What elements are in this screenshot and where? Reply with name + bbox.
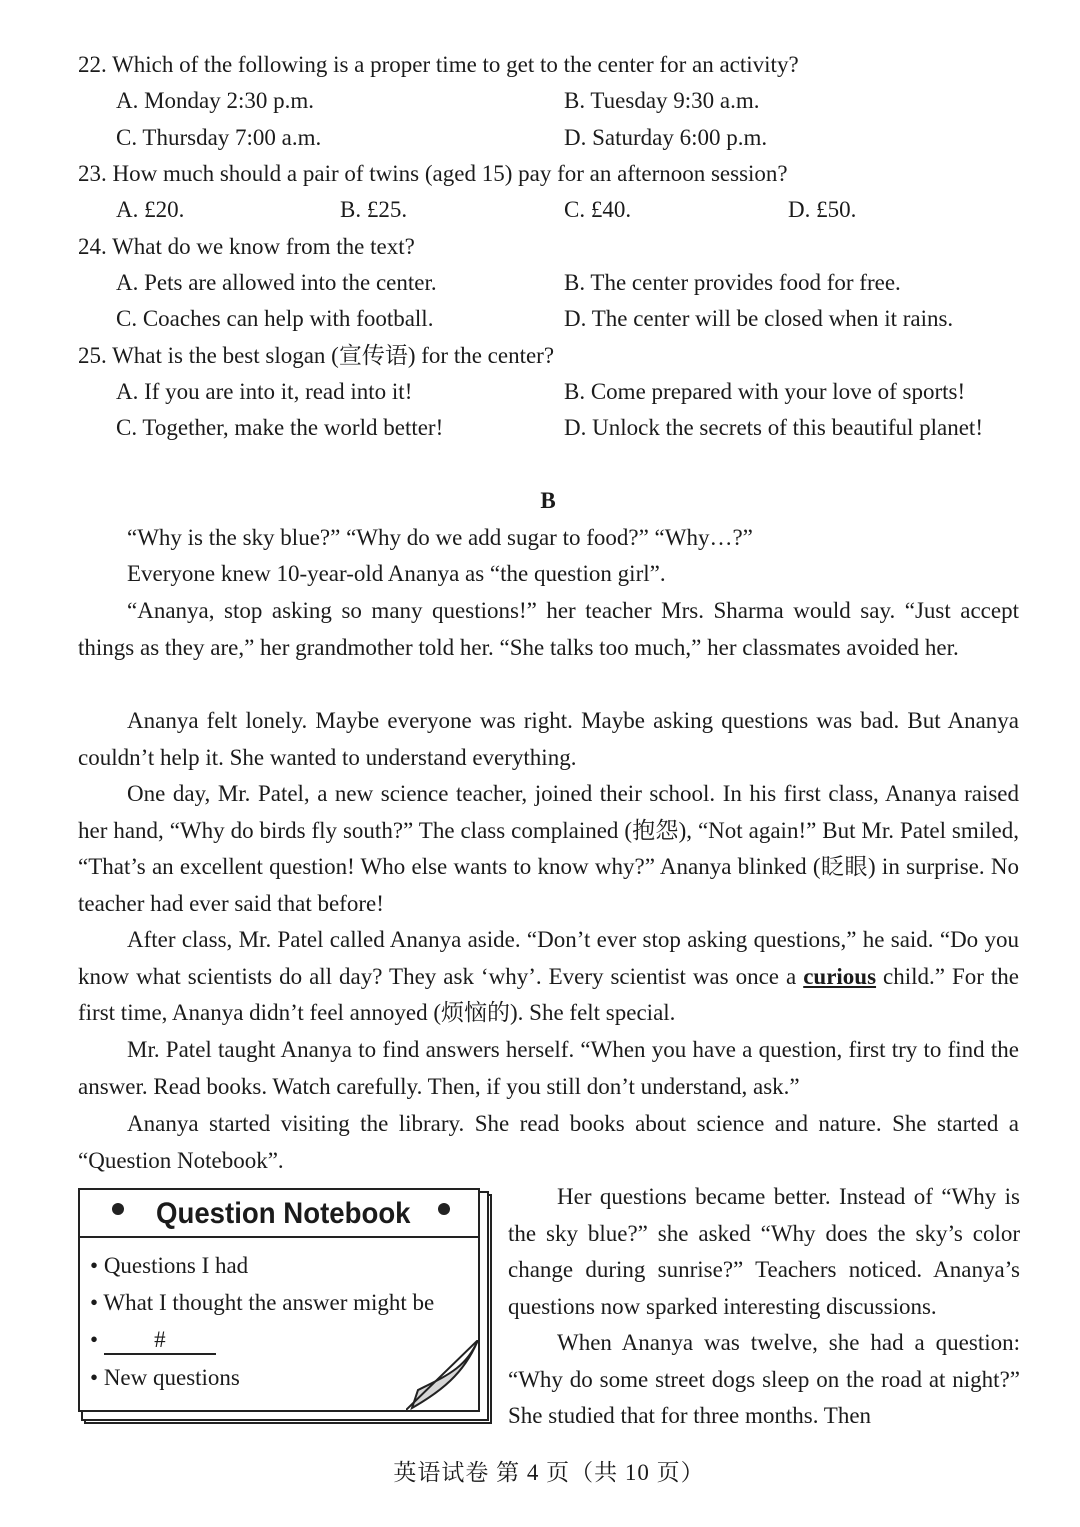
paragraph-6-text-after: child.” For the first time, Ananya didn’t feel annoyed (烦恼的). She felt special. bbox=[78, 963, 1019, 1025]
page-curl-icon bbox=[406, 1340, 478, 1410]
question-25-stem: 25. What is the best slogan (宣传语) for the center? bbox=[78, 343, 555, 368]
question-24-stem: 24. What do we know from the text? bbox=[78, 234, 415, 259]
passage-paragraph-6 bbox=[78, 922, 1019, 1032]
blank-line: # bbox=[104, 1327, 216, 1355]
question-23-stem: 23. How much should a pair of twins (aged 15) pay for an afternoon session? bbox=[78, 161, 788, 186]
passage-paragraph-7: Mr. Patel taught Ananya to find answers herself. “When you have a question, first try to find the answer. Read books. Watch carefully. Then, if you still don’t understand, ask.” bbox=[78, 1037, 1019, 1099]
bullet-dot-icon bbox=[112, 1203, 124, 1215]
notebook-item: • New questions bbox=[90, 1365, 240, 1390]
paragraph-6-text-before: After class, Mr. Patel called Ananya aside. “Don’t ever stop asking questions,” he said. “Do you know what scientists do all day? They ask ‘why’. Every scientist was once a bbox=[78, 927, 1019, 989]
notebook-title: Question Notebook bbox=[156, 1197, 411, 1230]
question-notebook-graphic bbox=[78, 1188, 490, 1420]
question-22-stem: 22. Which of the following is a proper time to get to the center for an activity? bbox=[78, 52, 799, 77]
question-23-option-a: A. £20. bbox=[116, 197, 185, 222]
question-22-option-c: C. Thursday 7:00 a.m. bbox=[116, 125, 322, 150]
passage-paragraph-9: Her questions became better. Instead of “Why is the sky blue?” she asked “Why does the sky’s color change during sunrise?” Teachers noticed. Ananya’s questions now sparked interesting discussions. bbox=[508, 1184, 1020, 1319]
passage-paragraph-10: When Ananya was twelve, she had a question: “Why do some street dogs sleep on the road at night?” She studied that for three months. Then bbox=[508, 1330, 1020, 1428]
notebook-item: • Questions I had bbox=[90, 1253, 249, 1278]
section-b-title: B bbox=[540, 488, 556, 513]
question-25-option-a: A. If you are into it, read into it! bbox=[116, 379, 413, 404]
question-25-option-b: B. Come prepared with your love of sports! bbox=[564, 379, 966, 404]
question-23-option-d: D. £50. bbox=[788, 197, 857, 222]
page-footer: 英语试卷 第 4 页（共 10 页） bbox=[393, 1460, 705, 1485]
passage-paragraph-2: Everyone knew 10-year-old Ananya as “the question girl”. bbox=[127, 561, 666, 586]
underlined-word-curious: curious bbox=[803, 963, 877, 989]
passage-paragraph-8: Ananya started visiting the library. She read books about science and nature. She started a “Question Notebook”. bbox=[78, 1111, 1019, 1173]
question-22-option-d: D. Saturday 6:00 p.m. bbox=[564, 125, 768, 150]
notebook-item-blank: • # bbox=[90, 1322, 216, 1359]
question-22-option-b: B. Tuesday 9:30 a.m. bbox=[564, 88, 760, 113]
passage-paragraph-4: Ananya felt lonely. Maybe everyone was right. Maybe asking questions was bad. But Ananya couldn’t help it. She wanted to understand everything. bbox=[78, 708, 1019, 770]
question-25-option-d: D. Unlock the secrets of this beautiful planet! bbox=[564, 415, 983, 440]
question-23-option-c: C. £40. bbox=[564, 197, 632, 222]
passage-paragraph-5: One day, Mr. Patel, a new science teacher, joined their school. In his first class, Ananya raised her hand, “Why do birds fly south?” The class complained (抱怨), “Not again!” But Mr. Patel smiled, “That’s an excellent question! Who else wants to know why?” Ananya blinked (眨眼) in surprise. No teacher had ever said that before! bbox=[78, 781, 1019, 916]
notebook-item: • What I thought the answer might be bbox=[90, 1290, 435, 1315]
notebook-page-front bbox=[78, 1188, 480, 1412]
question-24-option-c: C. Coaches can help with football. bbox=[116, 306, 434, 331]
question-24-option-d: D. The center will be closed when it rains. bbox=[564, 306, 954, 331]
passage-paragraph-1: “Why is the sky blue?” “Why do we add sugar to food?” “Why…?” bbox=[127, 525, 753, 550]
question-24-option-b: B. The center provides food for free. bbox=[564, 270, 901, 295]
question-24-option-a: A. Pets are allowed into the center. bbox=[116, 270, 437, 295]
passage-paragraph-3: “Ananya, stop asking so many questions!” her teacher Mrs. Sharma would say. “Just accept things as they are,” her grandmother told her. “She talks too much,” her classmates avoided her. bbox=[78, 598, 1019, 660]
question-25-option-c: C. Together, make the world better! bbox=[116, 415, 444, 440]
notebook-header bbox=[80, 1190, 478, 1238]
question-22-option-a: A. Monday 2:30 p.m. bbox=[116, 88, 315, 113]
bullet-dot-icon bbox=[438, 1203, 450, 1215]
question-23-option-b: B. £25. bbox=[340, 197, 408, 222]
